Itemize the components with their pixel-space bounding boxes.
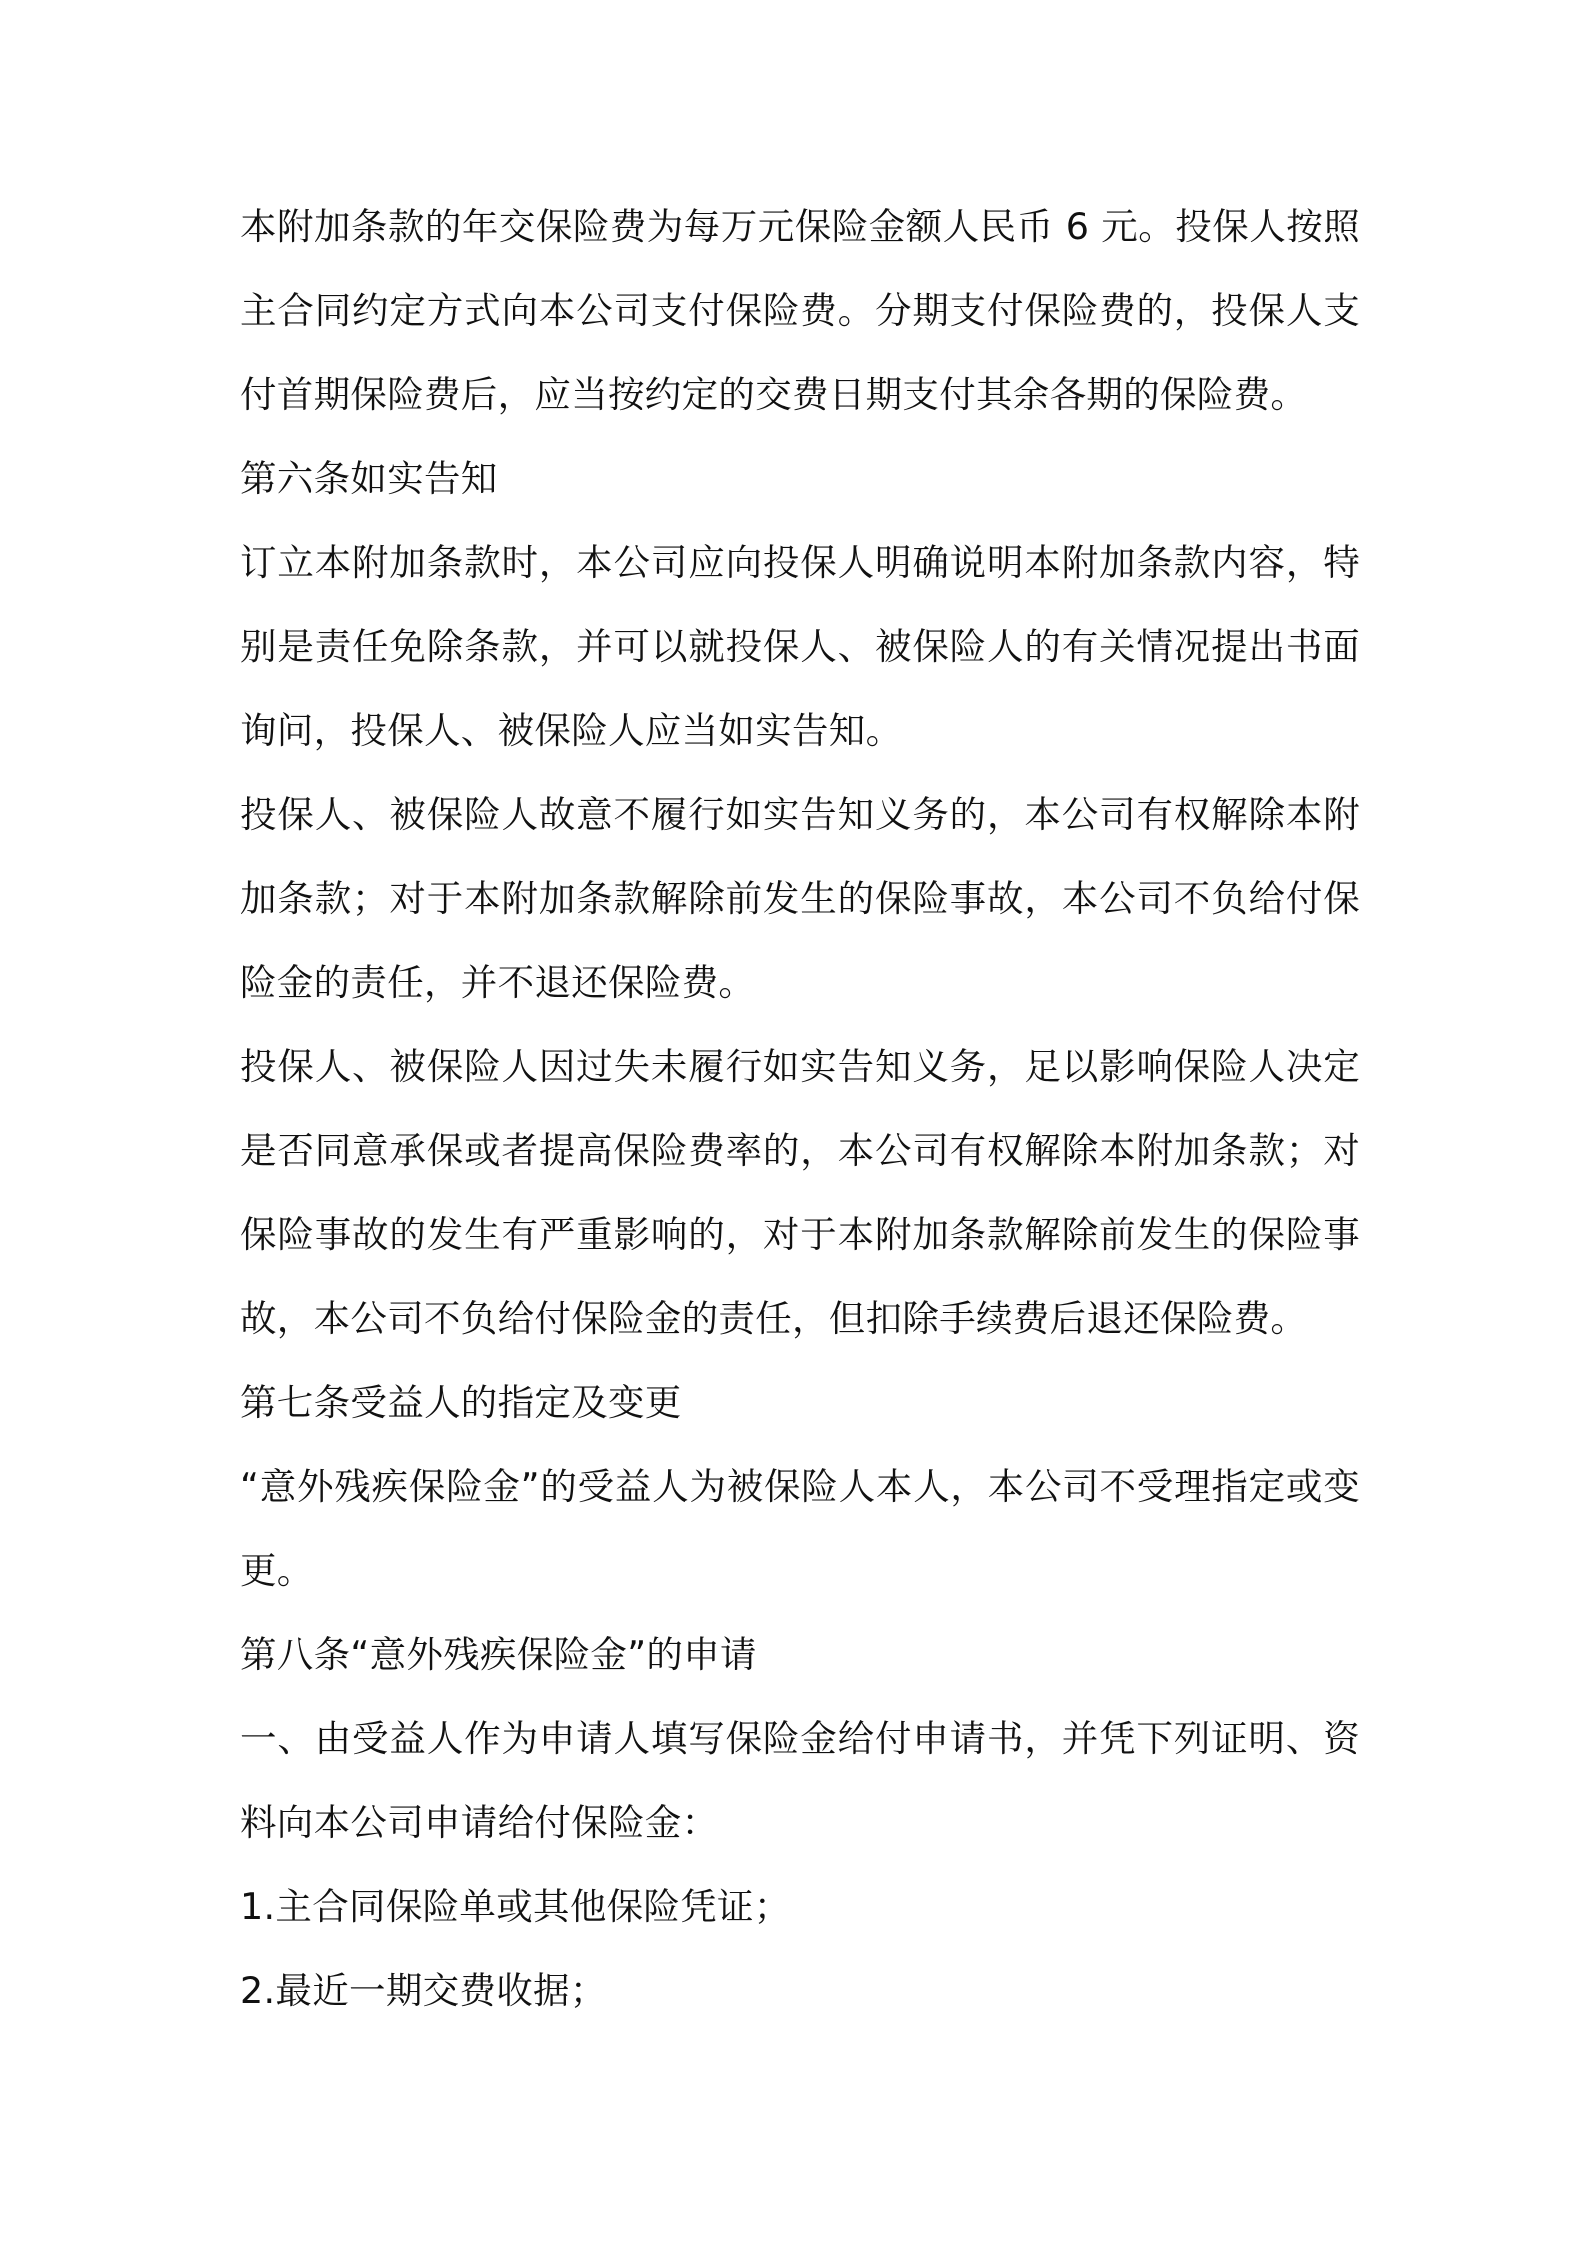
list-item-policy: 1.主合同保险单或其他保险凭证； [240,1885,791,1928]
heading-article-7: 第七条受益人的指定及变更 [240,1381,682,1424]
paragraph-premium: 本附加条款的年交保险费为每万元保险金额人民币 6 元。投保人按照主合同约定方式向本公司支付保险费。分期支付保险费的，投保人支付首期保险费后，应当按约定的交费日期支付其余各期的保险费。 [240,205,1360,416]
heading-article-6: 第六条如实告知 [240,457,498,500]
heading-article-8: 第八条“意外残疾保险金”的申请 [240,1633,757,1676]
document-page [240,185,1360,2033]
list-item-receipt: 2.最近一期交费收据； [240,1969,607,2012]
paragraph-intentional-nondisclosure: 投保人、被保险人故意不履行如实告知义务的，本公司有权解除本附加条款；对于本附加条款解除前发生的保险事故，本公司不负给付保险金的责任，并不退还保险费。 [240,793,1360,1004]
paragraph-beneficiary: “意外残疾保险金”的受益人为被保险人本人，本公司不受理指定或变更。 [240,1465,1360,1592]
paragraph-negligent-nondisclosure: 投保人、被保险人因过失未履行如实告知义务，足以影响保险人决定是否同意承保或者提高保险费率的，本公司有权解除本附加条款；对保险事故的发生有严重影响的，对于本附加条款解除前发生的保险事故，本公司不负给付保险金的责任，但扣除手续费后退还保险费。 [240,1045,1360,1340]
paragraph-disclosure: 订立本附加条款时，本公司应向投保人明确说明本附加条款内容，特别是责任免除条款，并可以就投保人、被保险人的有关情况提出书面询问，投保人、被保险人应当如实告知。 [240,541,1360,752]
paragraph-claim-application: 一、由受益人作为申请人填写保险金给付申请书，并凭下列证明、资料向本公司申请给付保险金： [240,1717,1360,1844]
